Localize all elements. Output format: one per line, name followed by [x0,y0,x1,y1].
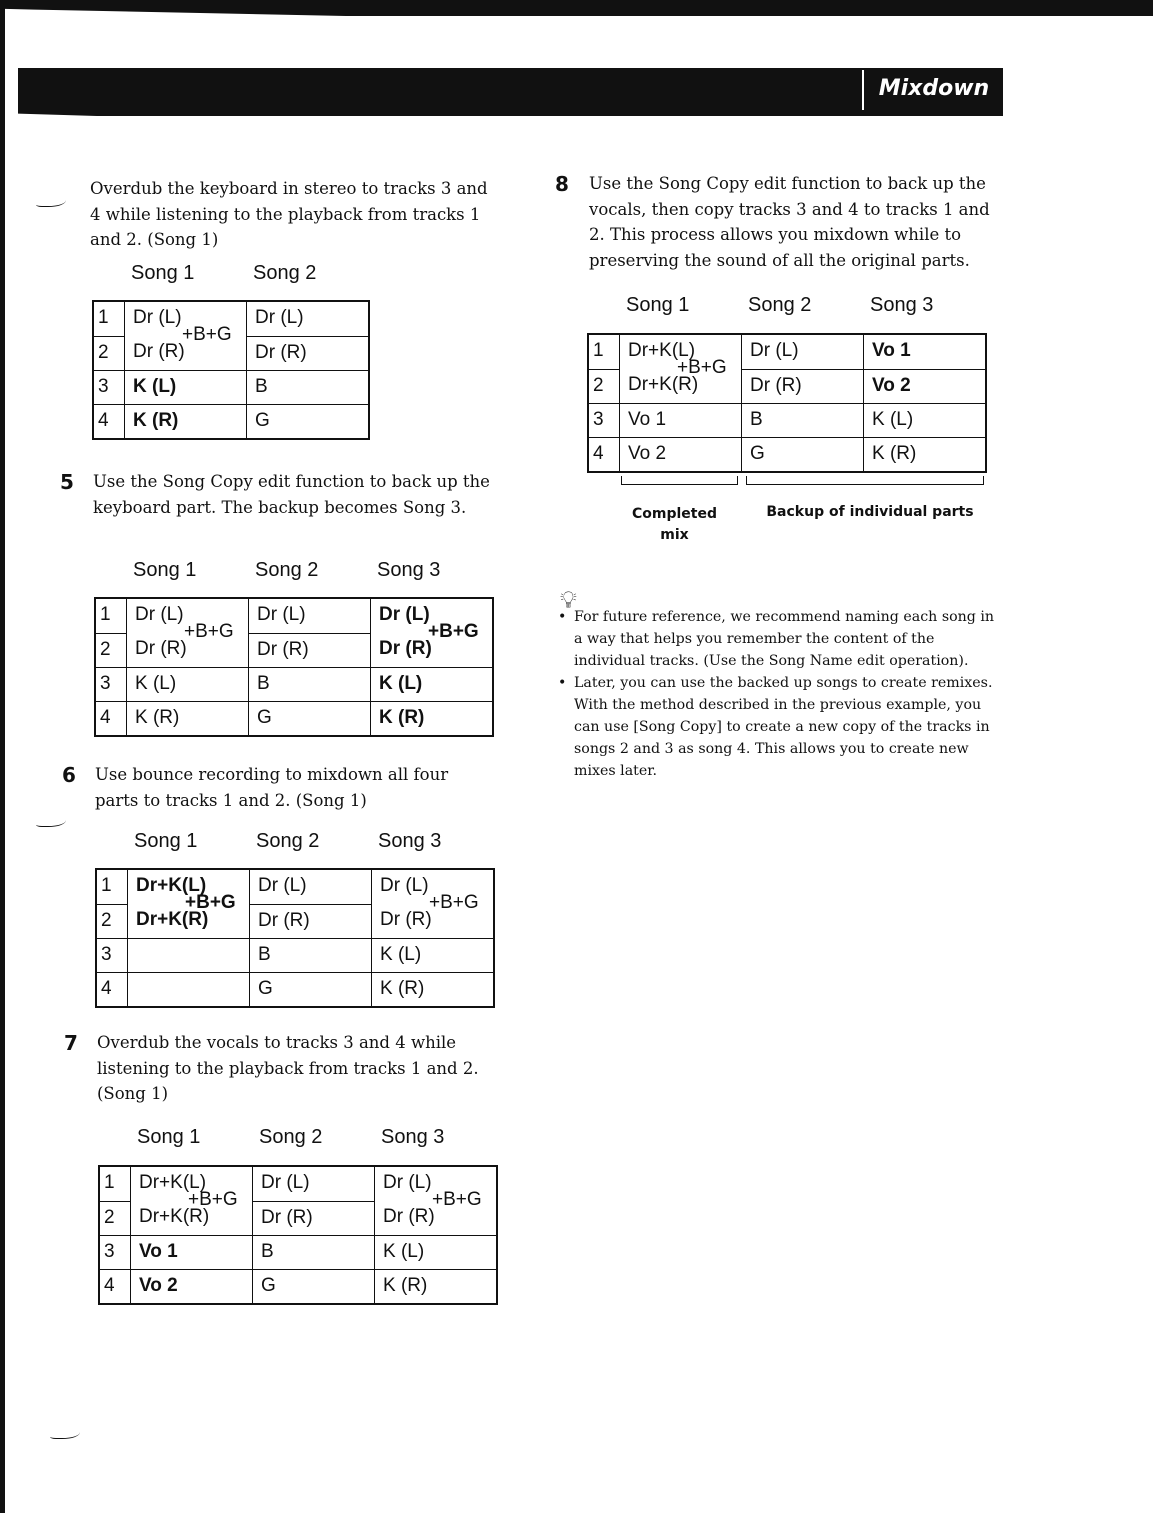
lightbulb-tip-icon: 💡︎ [560,586,577,614]
track-cell: Dr+K(R) [619,369,741,403]
track-cell: K (R) [371,972,493,1006]
song-header: Song 2 [259,1126,323,1148]
merge-suffix: +B+G [185,892,236,913]
track-cell: Vo 1 [619,403,741,437]
tip-item: • Later, you can use the backed up songs to create remixes. With the method described in the previous example, you can use [Song Copy] to create a new copy of the tracks in songs 2 and 3 as song 4. This allows you to create new mixes later. [558,672,1003,782]
top-bar [0,0,1153,16]
track-cell: K (L) [126,667,248,701]
track-cell: Dr (R) [126,633,248,667]
track-number: 1 [100,604,111,625]
track-number: 2 [100,1201,130,1235]
track-number: 4 [94,404,124,438]
section-band [18,68,1003,116]
track-cell: Dr (L) [371,870,493,904]
track-cell: Dr+K(L) [127,870,249,904]
track-number: 1 [593,340,604,361]
merge-suffix: +B+G [429,892,479,913]
track-cell: K (L) [371,938,493,972]
track-cell: G [249,972,371,1006]
margin-mark [36,816,66,827]
merge-suffix: +B+G [188,1189,238,1210]
song-header: Song 1 [137,1126,201,1148]
track-cell: K (R) [374,1269,496,1303]
song-header: Song 1 [134,830,198,852]
song-header: Song 3 [381,1126,445,1148]
track-number: 2 [96,633,126,667]
track-cell: Vo 2 [619,437,741,471]
track-number: 3 [589,403,619,437]
margin-mark [50,1428,80,1439]
track-cell: B [246,370,368,404]
track-cell: Dr (L) [126,599,248,633]
backup-bracket [746,476,984,485]
track-cell: Dr (R) [370,633,492,667]
merge-suffix: +B+G [182,324,232,345]
track-number: 2 [94,336,124,370]
track-cell: Dr (L) [374,1167,496,1201]
merge-suffix: +B+G [677,357,727,378]
step-text: Use the Song Copy edit function to back up the vocals, then copy tracks 3 and 4 to tracks 1 and 2. This process allows you mixdown while to preserving the sound of all the original parts. [589,174,990,270]
track-cell: B [248,667,370,701]
track-number: 4 [96,701,126,735]
merge-suffix: +B+G [184,621,234,642]
track-cell: Dr (R) [371,904,493,938]
track-cell [127,938,249,972]
track-cell: Dr+K(R) [127,904,249,938]
track-cell: G [252,1269,374,1303]
track-number: 4 [589,437,619,471]
merge-suffix: +B+G [428,621,479,642]
completed-mix-bracket [621,476,738,485]
track-cell: Vo 1 [130,1235,252,1269]
track-cell: K (R) [370,701,492,735]
track-cell: Dr (L) [249,870,371,904]
step-text: Overdub the vocals to tracks 3 and 4 while listening to the playback from tracks 1 and 2. (Song 1) [97,1033,479,1103]
track-table [587,333,987,473]
track-cell: Dr (R) [741,369,863,403]
track-cell: K (R) [126,701,248,735]
song-header: Song 3 [870,294,934,316]
step-text: Overdub the keyboard in stereo to tracks 3 and 4 while listening to the playback from tracks 1 and 2. (Song 1) [90,179,488,249]
tip-item: • For future reference, we recommend naming each song in a way that helps you remember the content of the individual tracks. (Use the Song Name edit operation). [558,606,1003,672]
step-number: 8 [555,172,569,196]
track-cell: Dr (L) [252,1167,374,1201]
track-cell: Dr (R) [249,904,371,938]
song-header: Song 3 [377,559,441,581]
track-cell: Dr+K(R) [130,1201,252,1235]
song-header: Song 2 [255,559,319,581]
track-table [98,1165,498,1305]
step-number: 6 [62,763,76,787]
song-header: Song 1 [133,559,197,581]
track-cell: K (L) [124,370,246,404]
step-text: Use bounce recording to mixdown all four parts to tracks 1 and 2. (Song 1) [95,765,449,810]
track-cell: K (R) [124,404,246,438]
track-cell: B [741,403,863,437]
song-header: Song 2 [748,294,812,316]
step-number: 7 [64,1031,78,1055]
track-number: 3 [96,667,126,701]
song-header: Song 1 [626,294,690,316]
track-cell: G [248,701,370,735]
track-cell: K (R) [863,437,985,471]
track-cell: Vo 2 [863,369,985,403]
track-cell: Dr+K(L) [619,335,741,369]
track-number: 2 [589,369,619,403]
track-cell: K (L) [863,403,985,437]
track-number: 2 [97,904,127,938]
track-cell: Dr+K(L) [130,1167,252,1201]
track-number: 3 [100,1235,130,1269]
track-table [95,868,495,1008]
track-table [92,300,370,440]
track-number: 1 [104,1172,115,1193]
track-cell: Vo 2 [130,1269,252,1303]
track-cell: G [246,404,368,438]
merge-suffix: +B+G [432,1189,482,1210]
margin-mark [36,196,66,207]
track-cell: Dr (R) [374,1201,496,1235]
track-number: 1 [98,307,109,328]
scan-edge [0,0,5,1513]
track-table [94,597,494,737]
track-cell: Dr (R) [252,1201,374,1235]
backup-caption: Backup of individual parts [766,504,974,520]
track-cell [127,972,249,1006]
step-text: Use the Song Copy edit function to back up the keyboard part. The backup becomes Song 3. [93,472,490,517]
track-cell: K (L) [370,667,492,701]
track-cell: Dr (L) [124,302,246,336]
track-number: 4 [100,1269,130,1303]
track-cell: Dr (L) [741,335,863,369]
completed-mix-caption: Completed mix [631,506,717,543]
section-title: Mixdown [862,70,1006,110]
track-cell: B [249,938,371,972]
track-number: 1 [101,875,112,896]
track-cell: Dr (R) [246,336,368,370]
track-number: 3 [94,370,124,404]
track-cell: Dr (L) [248,599,370,633]
track-cell: Dr (L) [246,302,368,336]
track-cell: Dr (R) [248,633,370,667]
track-cell: G [741,437,863,471]
tips-list [558,606,1003,782]
step-number: 5 [60,470,74,494]
song-header: Song 2 [253,262,317,284]
track-cell: Dr (L) [370,599,492,633]
track-cell: B [252,1235,374,1269]
track-cell: Dr (R) [124,336,246,370]
track-number: 3 [97,938,127,972]
track-cell: K (L) [374,1235,496,1269]
track-number: 4 [97,972,127,1006]
song-header: Song 2 [256,830,320,852]
song-header: Song 3 [378,830,442,852]
track-cell: Vo 1 [863,335,985,369]
song-header: Song 1 [131,262,195,284]
